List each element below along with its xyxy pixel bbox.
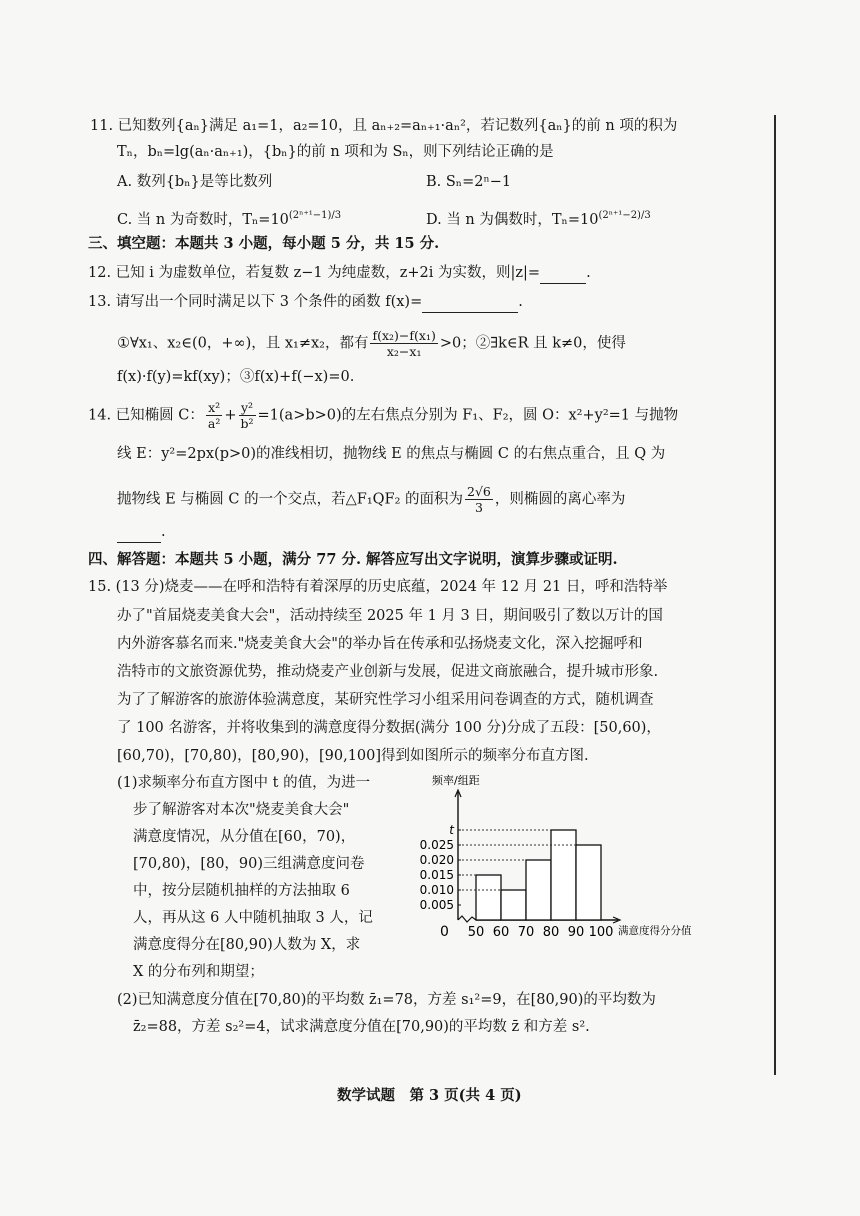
section-4-heading: 四、解答题：本题共 5 小题，满分 77 分. 解答应写出文字说明，演算步骤或证明. [88,551,618,568]
q13-text: 13. 请写出一个同时满足以下 3 个条件的函数 f(x)= [88,294,423,310]
q15-line7: [60,70)，[70,80)，[80,90)，[90,100]得到如图所示的频率分布直方图. [117,748,589,764]
x-tick-label: 60 [492,925,510,940]
q13-line2 [117,328,626,359]
q14-text-b: =1(a>b>0)的左右焦点分别为 F₁、F₂，圆 O：x²+y²=1 与抛物 [257,407,679,424]
q11-line2: Tₙ，bₙ=lg(aₙ·aₙ₊₁)，{bₙ}的前 n 项和为 Sₙ，则下列结论正确的是 [117,144,554,160]
q13-fraction [370,328,437,359]
q15-line3: 内外游客慕名而来."烧麦美食大会"的举办旨在传承和弘扬烧麦文化，深入挖掘呼和 [117,636,643,652]
q14-area-den: 3 [474,500,483,515]
q14-answer-line [117,522,166,543]
q14-frac-x-den: a² [207,416,221,431]
q11-option-d-exponent: (2ⁿ⁺¹−2)/3 [598,210,651,221]
q11-option-d-text: D. 当 n 为偶数时，Tₙ=10 [426,211,599,228]
histogram-bar [501,890,526,920]
q15-line4: 浩特市的文旅资源优势，推动烧麦产业创新与发展，促进文商旅融合，提升城市形象. [117,664,659,680]
q14-frac-y [239,400,256,431]
y-tick-label: t [449,823,454,837]
q13-fraction-denominator: x₂−x₁ [386,344,422,359]
histogram-bar [526,860,551,920]
q13-condition1-text: ①∀x₁、x₂∈(0，+∞)，且 x₁≠x₂，都有 [117,335,369,352]
q11-option-c [117,206,341,230]
q15-part1-line3: 满意度情况，从分值在[60，70)， [133,829,356,845]
q13-condition2-text: >0；②∃k∈R 且 k≠0，使得 [439,335,626,352]
q14-end-period: . [161,524,166,540]
y-tick-label: 0.005 [419,898,454,912]
q14-text-c: 抛物线 E 与椭圆 C 的一个交点，若△F₁QF₂ 的面积为 [117,491,464,508]
q15-part2-line2: z̄₂=88，方差 s₂²=4，试求满意度分值在[70,90)的平均数 z̄ 和方差 s². [133,1019,590,1035]
q14-answer-blank [117,522,161,543]
q13-line1 [88,292,523,313]
x-tick-label: 50 [467,925,485,940]
origin-label: 0 [440,924,449,940]
q11-option-a: A. 数列{bₙ}是等比数列 [117,174,273,190]
y-tick-label: 0.015 [419,868,454,882]
x-tick-label: 70 [517,925,535,940]
page-margin-line [774,115,776,1075]
q13-line3: f(x)·f(y)=kf(xy)；③f(x)+f(−x)=0. [117,369,355,385]
q15-part1-line7: 满意度得分在[80,90)人数为 X，求 [133,937,361,953]
q15-line1: 15. (13 分)烧麦——在呼和浩特有着深厚的历史底蕴，2024 年 12 月 21 日，呼和浩特举 [88,579,668,595]
q15-part1-line1: (1)求频率分布直方图中 t 的值，为进一 [117,775,371,791]
q14-frac-x [206,400,222,431]
q12-text: 12. 已知 i 为虚数单位，若复数 z−1 为纯虚数，z+2i 为实数，则|z|= [88,265,541,281]
x-tick-label: 90 [567,925,585,940]
q14-line2: 线 E：y²=2px(p>0)的准线相切，抛物线 E 的焦点与椭圆 C 的右焦点重合，且 Q 为 [117,446,666,462]
q13-fraction-numerator: f(x₂)−f(x₁) [372,328,436,343]
q14-frac-x-num: x² [206,400,222,416]
q13-end-period: . [518,294,523,310]
q14-text-d: ，则椭圆的离心率为 [494,491,626,508]
histogram-bar [551,830,576,920]
q11-line1: 11. 已知数列{aₙ}满足 a₁=1，a₂=10，且 aₙ₊₂=aₙ₊₁·aₙ²，若记数列{aₙ}的前 n 项的积为 [90,118,678,134]
q15-part1-line6: 人，再从这 6 人中随机抽取 3 人，记 [133,910,373,926]
q14-frac-y-den: b² [240,416,254,431]
section-3-heading: 三、填空题：本题共 3 小题，每小题 5 分，共 15 分. [88,235,440,252]
q15-part1-line8: X 的分布列和期望； [133,964,264,980]
axis-break-mark [458,916,476,922]
x-axis-title: 满意度得分分值 [618,925,692,937]
q14-frac-y-num: y² [239,400,256,416]
frequency-histogram [400,770,730,955]
q15-line5: 为了了解游客的旅游体验满意度，某研究性学习小组采用问卷调查的方式，随机调查 [117,692,654,708]
page-footer: 数学试题 第 3 页(共 4 页) [337,1087,522,1104]
q15-part1-line2: 步了解游客对本次"烧麦美食大会" [133,802,350,818]
q14-area-fraction [465,484,493,515]
q15-line2: 办了"首届烧麦美食大会"，活动持续至 2025 年 1 月 3 日，期间吸引了数以万计的国 [117,608,663,624]
q11-option-c-text: C. 当 n 为奇数时，Tₙ=10 [117,211,289,228]
q15-part1-line4: [70,80)，[80，90)三组满意度问卷 [133,856,365,872]
histogram-bar [476,875,501,920]
q11-option-d [426,206,651,230]
y-tick-label: 0.020 [419,853,454,867]
x-tick-label: 80 [542,925,560,940]
q13-answer-blank [422,292,518,313]
histogram-bar [576,845,601,920]
q11-option-b: B. Sₙ=2ⁿ−1 [426,174,512,190]
q12-end-period: . [586,265,591,281]
q14-line3 [117,484,625,515]
q15-part2-line1: (2)已知满意度分值在[70,80)的平均数 z̄₁=78，方差 s₁²=9，在[80,90)的平均数为 [117,992,656,1008]
x-tick-label: 100 [588,925,614,940]
y-tick-label: 0.010 [419,883,454,897]
q14-line1: 14. 已知椭圆 C： $\frac{\text{x²}}{\text{a²}}$ + $\frac{\text{y²}}{\text{b²}}$ =1(a>b>0)的左右焦点分别为 F₁、F₂，圆 O：x²+y²=1 与抛物 [88,400,679,431]
q12 [88,263,591,284]
q14-text-a: 14. 已知椭圆 C： [88,407,204,424]
y-tick-label: 0.025 [419,838,454,852]
y-axis-title: 频率/组距 [432,774,480,787]
q14-area-num: 2√6 [467,484,491,499]
q11-option-c-exponent: (2ⁿ⁺¹−1)/3 [288,210,342,221]
q12-answer-blank [540,263,586,284]
q15-part1-line5: 中，按分层随机抽样的方法抽取 6 [133,883,350,899]
q15-line6: 了 100 名游客，并将收集到的满意度得分数据(满分 100 分)分成了五段：[50,60)， [117,720,661,736]
